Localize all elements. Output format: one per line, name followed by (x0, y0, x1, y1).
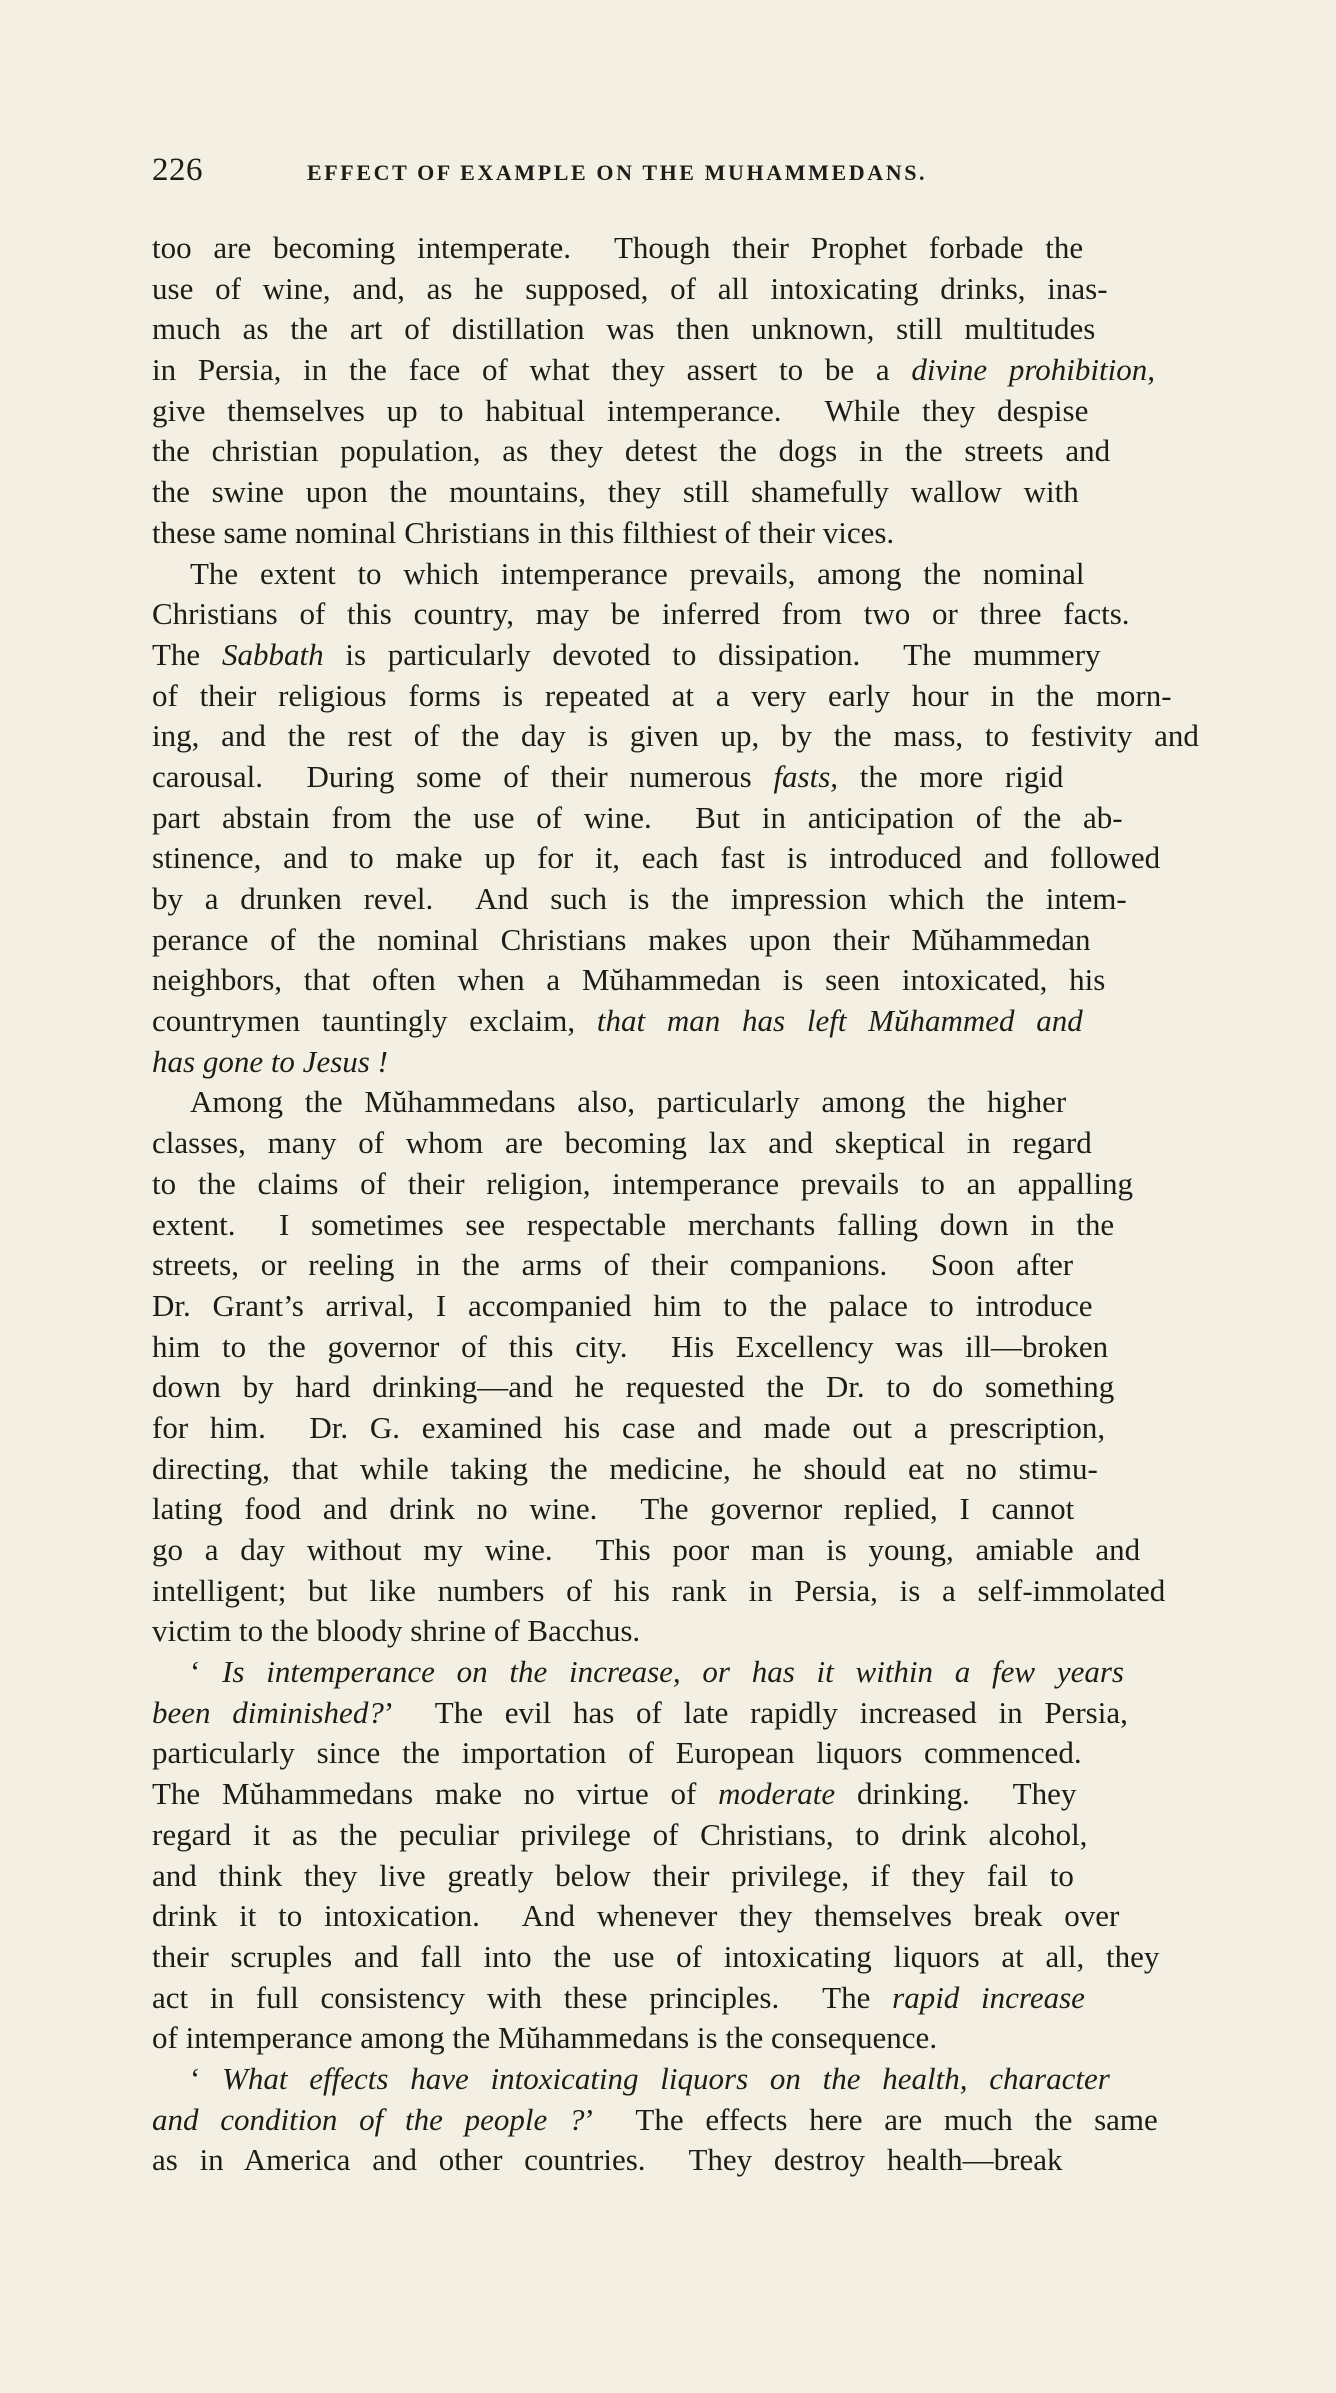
text-run: the swine upon the mountains, they still shamefully wallow with (152, 474, 1079, 510)
text-run: streets, or reeling in the arms of their companions. Soon after (152, 1247, 1074, 1283)
text-run: act in full consistency with these principles. The (152, 1979, 893, 2015)
italic-text: and condition of the people ? (152, 2101, 585, 2137)
text-line (152, 1774, 1234, 1815)
text-run: directing, that while taking the medicine, he should eat no stimu- (152, 1450, 1098, 1486)
text-run: of their religious forms is repeated at a very early hour in the morn- (152, 677, 1172, 713)
text-run: too are becoming intemperate. Though their Prophet forbade the (152, 230, 1084, 265)
text-run: as in America and other countries. They destroy health—break (152, 2142, 1063, 2178)
text-run: for him. Dr. G. examined his case and made out a prescription, (152, 1409, 1106, 1445)
text-line (152, 635, 1234, 676)
text-line (152, 594, 1234, 635)
text-line (152, 472, 1234, 513)
text-line (152, 1530, 1234, 1571)
text-run: part abstain from the use of wine. But in anticipation of the ab- (152, 799, 1123, 835)
paragraph-first-line (152, 1652, 1234, 1693)
text-run: ’ The evil has of late rapidly increased in Persia, (383, 1694, 1128, 1730)
running-title: EFFECT OF EXAMPLE ON THE MUHAMMEDANS. (307, 160, 928, 185)
text-run: ‘ (190, 1654, 223, 1690)
text-run: extent. I sometimes see respectable merchants falling down in the (152, 1206, 1115, 1242)
text-line (152, 309, 1234, 350)
italic-text: What effects have intoxicating liquors on the health, character (222, 2060, 1110, 2096)
paragraph-first-line (152, 554, 1234, 595)
italic-text: has gone to Jesus ! (152, 1043, 388, 1079)
page-number: 226 (152, 152, 203, 188)
text-run: particularly since the importation of European liquors commenced. (152, 1735, 1082, 1771)
text-line (152, 1205, 1234, 1246)
text-line (152, 1367, 1234, 1408)
text-run: regard it as the peculiar privilege of Christians, to drink alcohol, (152, 1816, 1088, 1852)
text-line (152, 1611, 1234, 1652)
text-run: Among the Mŭhammedans also, particularly among the higher (190, 1084, 1067, 1120)
text-line (152, 1449, 1234, 1490)
text-run: perance of the nominal Christians makes upon their Mŭhammedan (152, 921, 1091, 957)
text-line (152, 228, 1234, 269)
text-line (152, 1408, 1234, 1449)
text-run: Dr. Grant’s arrival, I accompanied him to the palace to introduce (152, 1287, 1093, 1323)
text-run: him to the governor of this city. His Excellency was ill—broken (152, 1328, 1109, 1364)
text-line (152, 676, 1234, 717)
text-line (152, 1978, 1234, 2019)
text-line (152, 920, 1234, 961)
text-run: Christians of this country, may be inferred from two or three facts. (152, 596, 1130, 632)
text-run: in Persia, in the face of what they assert to be a (152, 352, 912, 388)
italic-text: fasts, (773, 758, 839, 794)
italic-text: divine prohibition, (911, 352, 1155, 388)
text-run: ‘ (190, 2060, 223, 2096)
text-run: carousal. During some of their numerous (152, 758, 774, 794)
text-line (152, 1286, 1234, 1327)
text-run: victim to the bloody shrine of Bacchus. (152, 1613, 641, 1649)
italic-text: that man has left Mŭhammed and (596, 1003, 1083, 1039)
text-line (152, 1896, 1234, 1937)
text-line (152, 1815, 1234, 1856)
text-line (152, 1042, 1234, 1083)
text-line (152, 879, 1234, 920)
paragraph-first-line (152, 1082, 1234, 1123)
italic-text: rapid increase (892, 1979, 1085, 2015)
text-line (152, 2018, 1234, 2059)
text-run: The extent to which intemperance prevails, among the nominal (190, 555, 1085, 591)
text-line (152, 1245, 1234, 1286)
text-line (152, 350, 1234, 391)
italic-text: been diminished? (152, 1694, 384, 1730)
text-line (152, 1164, 1234, 1205)
text-run: countrymen tauntingly exclaim, (152, 1003, 597, 1039)
text-line (152, 2100, 1234, 2141)
text-run: the christian population, as they detest the dogs in the streets and (152, 433, 1111, 469)
italic-text: Sabbath (221, 636, 324, 672)
text-run: ’ The effects here are much the same (584, 2101, 1158, 2137)
text-run: neighbors, that often when a Mŭhammedan is seen intoxicated, his (152, 962, 1106, 998)
text-run: drinking. They (835, 1776, 1077, 1812)
text-run: intelligent; but like numbers of his rank in Persia, is a self-immolated (152, 1572, 1166, 1608)
text-run: give themselves up to habitual intemperance. While they despise (152, 392, 1089, 428)
text-run: the more rigid (838, 758, 1064, 794)
page-header (152, 152, 1082, 192)
text-line (152, 513, 1234, 554)
italic-text: Is intemperance on the increase, or has it within a few years (222, 1654, 1124, 1690)
italic-text: moderate (718, 1776, 836, 1812)
text-run: go a day without my wine. This poor man is young, amiable and (152, 1532, 1141, 1567)
text-run: use of wine, and, as he supposed, of all intoxicating drinks, inas- (152, 270, 1108, 306)
body-text (152, 228, 1234, 2181)
text-line (152, 269, 1234, 310)
text-line (152, 960, 1234, 1001)
text-run: stinence, and to make up for it, each fast is introduced and followed (152, 840, 1161, 876)
text-line (152, 1937, 1234, 1978)
text-run: by a drunken revel. And such is the impression which the intem- (152, 881, 1127, 916)
text-run: lating food and drink no wine. The governor replied, I cannot (152, 1491, 1075, 1527)
text-run: much as the art of distillation was then unknown, still multitudes (152, 311, 1096, 347)
text-line (152, 1693, 1234, 1734)
text-line (152, 1327, 1234, 1368)
text-run: is particularly devoted to dissipation. The mummery (323, 636, 1101, 672)
text-line (152, 1571, 1234, 1612)
text-run: to the claims of their religion, intemperance prevails to an appalling (152, 1165, 1134, 1201)
text-run: The Mŭhammedans make no virtue of (152, 1776, 719, 1812)
text-line (152, 838, 1234, 879)
text-line (152, 1489, 1234, 1530)
text-run: ing, and the rest of the day is given up, by the mass, to festivity and (152, 718, 1199, 754)
text-line (152, 757, 1234, 798)
text-run: drink it to intoxication. And whenever they themselves break over (152, 1898, 1120, 1934)
text-line (152, 391, 1234, 432)
text-line (152, 798, 1234, 839)
text-line (152, 431, 1234, 472)
paragraph-first-line (152, 2059, 1234, 2100)
text-run: and think they live greatly below their privilege, if they fail to (152, 1857, 1074, 1893)
text-run: their scruples and fall into the use of intoxicating liquors at all, they (152, 1938, 1160, 1974)
text-run: these same nominal Christians in this filthiest of their vices. (152, 514, 895, 550)
text-line (152, 1733, 1234, 1774)
text-line (152, 2140, 1234, 2181)
text-line (152, 1856, 1234, 1897)
text-run: The (152, 636, 222, 672)
text-line (152, 1001, 1234, 1042)
text-run: of intemperance among the Mŭhammedans is the consequence. (152, 2020, 938, 2056)
text-line (152, 716, 1234, 757)
text-line (152, 1123, 1234, 1164)
text-run: down by hard drinking—and he requested the Dr. to do something (152, 1369, 1115, 1405)
text-run: classes, many of whom are becoming lax and skeptical in regard (152, 1125, 1092, 1161)
